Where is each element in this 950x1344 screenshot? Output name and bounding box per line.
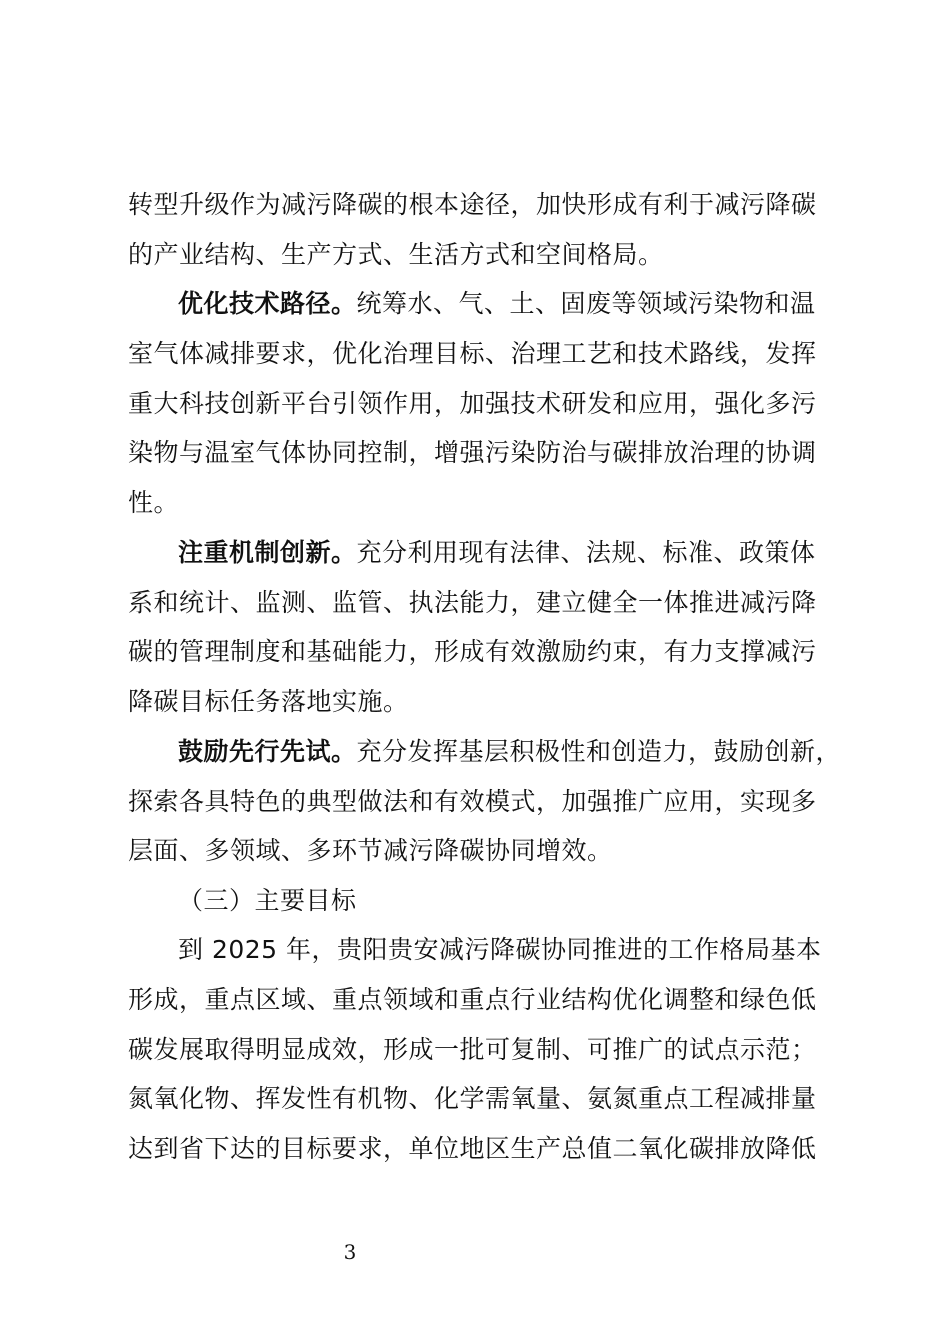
paragraph-heading: 鼓励先行先试。 (178, 737, 357, 766)
line-text: 探索各具特色的典型做法和有效模式，加强推广应用，实现多 (128, 787, 817, 816)
paragraph-heading: 注重机制创新。 (178, 538, 357, 567)
line-text: 充分发挥基层积极性和创造力，鼓励创新， (356, 737, 842, 766)
line-text: 室气体减排要求，优化治理目标、治理工艺和技术路线，发挥 (128, 339, 817, 368)
line-text: 染物与温室气体协同控制，增强污染防治与碳排放治理的协调 (128, 438, 817, 467)
paragraph-line (128, 637, 817, 667)
paragraph-line (128, 836, 613, 866)
line-text: （三）主要目标 (178, 886, 357, 915)
line-text: 形成，重点区域、重点领域和重点行业结构优化调整和绿色低 (128, 985, 817, 1014)
line-text: 降碳目标任务落地实施。 (128, 687, 409, 716)
line-text: 统筹水、气、土、固废等领域污染物和温 (356, 289, 816, 318)
paragraph-line (128, 787, 817, 817)
line-text: 充分利用现有法律、法规、标准、政策体 (356, 538, 816, 567)
paragraph-line (128, 240, 664, 270)
paragraph-line (128, 488, 179, 518)
line-text: 的产业结构、生产方式、生活方式和空间格局。 (128, 240, 664, 269)
page-number: 3 (343, 1240, 357, 1264)
paragraph-line (128, 687, 409, 717)
line-text: 碳的管理制度和基础能力，形成有效激励约束，有力支撑减污 (128, 637, 817, 666)
line-text: 层面、多领域、多环节减污降碳协同增效。 (128, 836, 613, 865)
paragraph-line (128, 438, 817, 468)
paragraph-line (178, 289, 816, 319)
paragraph-line (128, 1134, 817, 1164)
line-text: 氮氧化物、挥发性有机物、化学需氧量、氨氮重点工程减排量 (128, 1084, 817, 1113)
line-text: 性。 (128, 488, 180, 517)
paragraph-line (128, 588, 817, 618)
line-text: 到 2025 年，贵阳贵安减污降碳协同推进的工作格局基本 (178, 935, 822, 964)
paragraph-line (128, 1084, 817, 1114)
line-text: 重大科技创新平台引领作用，加强技术研发和应用，强化多污 (128, 389, 817, 418)
paragraph-line (128, 190, 817, 220)
section-heading (178, 886, 357, 916)
line-text: 系和统计、监测、监管、执法能力，建立健全一体推进减污降 (128, 588, 817, 617)
paragraph-line (178, 935, 822, 965)
paragraph-heading: 优化技术路径。 (178, 289, 357, 318)
paragraph-line (128, 339, 817, 369)
paragraph-line (178, 737, 841, 767)
line-text: 转型升级作为减污降碳的根本途径，加快形成有利于减污降碳 (128, 190, 817, 219)
paragraph-line (128, 985, 817, 1015)
paragraph-line (128, 389, 817, 419)
paragraph-line (128, 1035, 817, 1065)
line-text: 碳发展取得明显成效，形成一批可复制、可推广的试点示范； (128, 1035, 817, 1064)
paragraph-line (178, 538, 816, 568)
line-text: 达到省下达的目标要求，单位地区生产总值二氧化碳排放降低 (128, 1134, 817, 1163)
